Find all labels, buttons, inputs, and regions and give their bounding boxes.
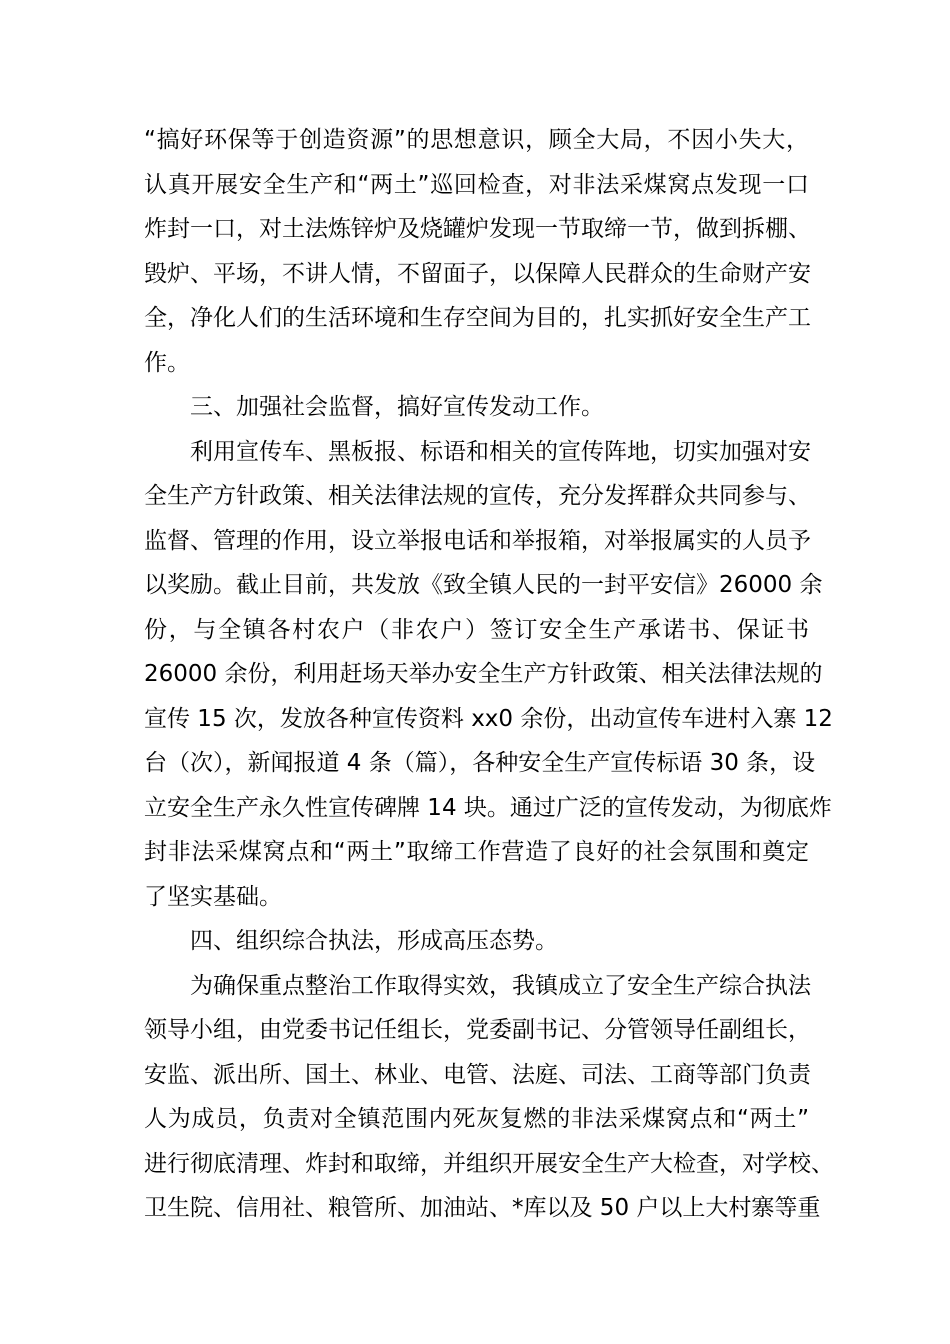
text-line: 炸封一口，对土法炼锌炉及烧罐炉发现一节取缔一节，做到拆棚、 xyxy=(144,216,811,242)
text-line: 监督、管理的作用，设立举报电话和举报箱，对举报属实的人员予 xyxy=(144,527,811,554)
text-line: 毁炉、平场，不讲人情，不留面子，以保障人民群众的生命财产安 xyxy=(144,260,811,287)
text-line: 为确保重点整治工作取得实效，我镇成立了安全生产综合执法 xyxy=(190,972,811,999)
text-line: 利用宣传车、黑板报、标语和相关的宣传阵地，切实加强对安 xyxy=(190,438,811,465)
text-line: 领导小组，由党委书记任组长，党委副书记、分管领导任副组长， xyxy=(144,1017,811,1043)
section-heading: 三、加强社会监督，搞好宣传发动工作。 xyxy=(190,394,604,420)
text-line: 人为成员，负责对全镇范围内死灰复燃的非法采煤窝点和“两土” xyxy=(144,1106,809,1132)
text-line: 进行彻底清理、炸封和取缔，并组织开展安全生产大检查，对学校、 xyxy=(144,1150,834,1177)
text-line: 立安全生产永久性宣传碑牌 14 块。通过广泛的宣传发动，为彻底炸 xyxy=(144,794,832,821)
text-line: 全，净化人们的生活环境和生存空间为目的，扎实抓好安全生产工 xyxy=(144,305,811,331)
text-line: 封非法采煤窝点和“两土”取缔工作营造了良好的社会氛围和奠定 xyxy=(144,839,809,865)
text-line: 26000 余份，利用赶场天举办安全生产方针政策、相关法律法规的 xyxy=(144,661,823,687)
text-line: 全生产方针政策、相关法律法规的宣传，充分发挥群众共同参与、 xyxy=(144,483,811,509)
section-heading: 四、组织综合执法，形成高压态势。 xyxy=(190,928,558,954)
text-line: “搞好环保等于创造资源”的思想意识，顾全大局，不因小失大， xyxy=(144,127,809,153)
text-line: 卫生院、信用社、粮管所、加油站、*库以及 50 户以上大村寨等重 xyxy=(144,1195,821,1221)
text-line: 安监、派出所、国土、林业、电管、法庭、司法、工商等部门负责 xyxy=(144,1061,811,1088)
text-line: 了坚实基础。 xyxy=(144,883,282,910)
text-line: 台（次），新闻报道 4 条（篇），各种安全生产宣传标语 30 条，设 xyxy=(144,750,816,776)
text-line: 份，与全镇各村农户（非农户）签订安全生产承诺书、保证书 xyxy=(144,616,809,643)
text-line: 作。 xyxy=(144,349,190,376)
text-line: 以奖励。截止目前，共发放《致全镇人民的一封平安信》26000 余 xyxy=(144,572,823,598)
text-line: 认真开展安全生产和“两土”巡回检查，对非法采煤窝点发现一口 xyxy=(144,171,809,198)
text-line: 宣传 15 次，发放各种宣传资料 xx0 余份，出动宣传车进村入寨 12 xyxy=(144,705,833,732)
document-body xyxy=(144,118,834,1231)
